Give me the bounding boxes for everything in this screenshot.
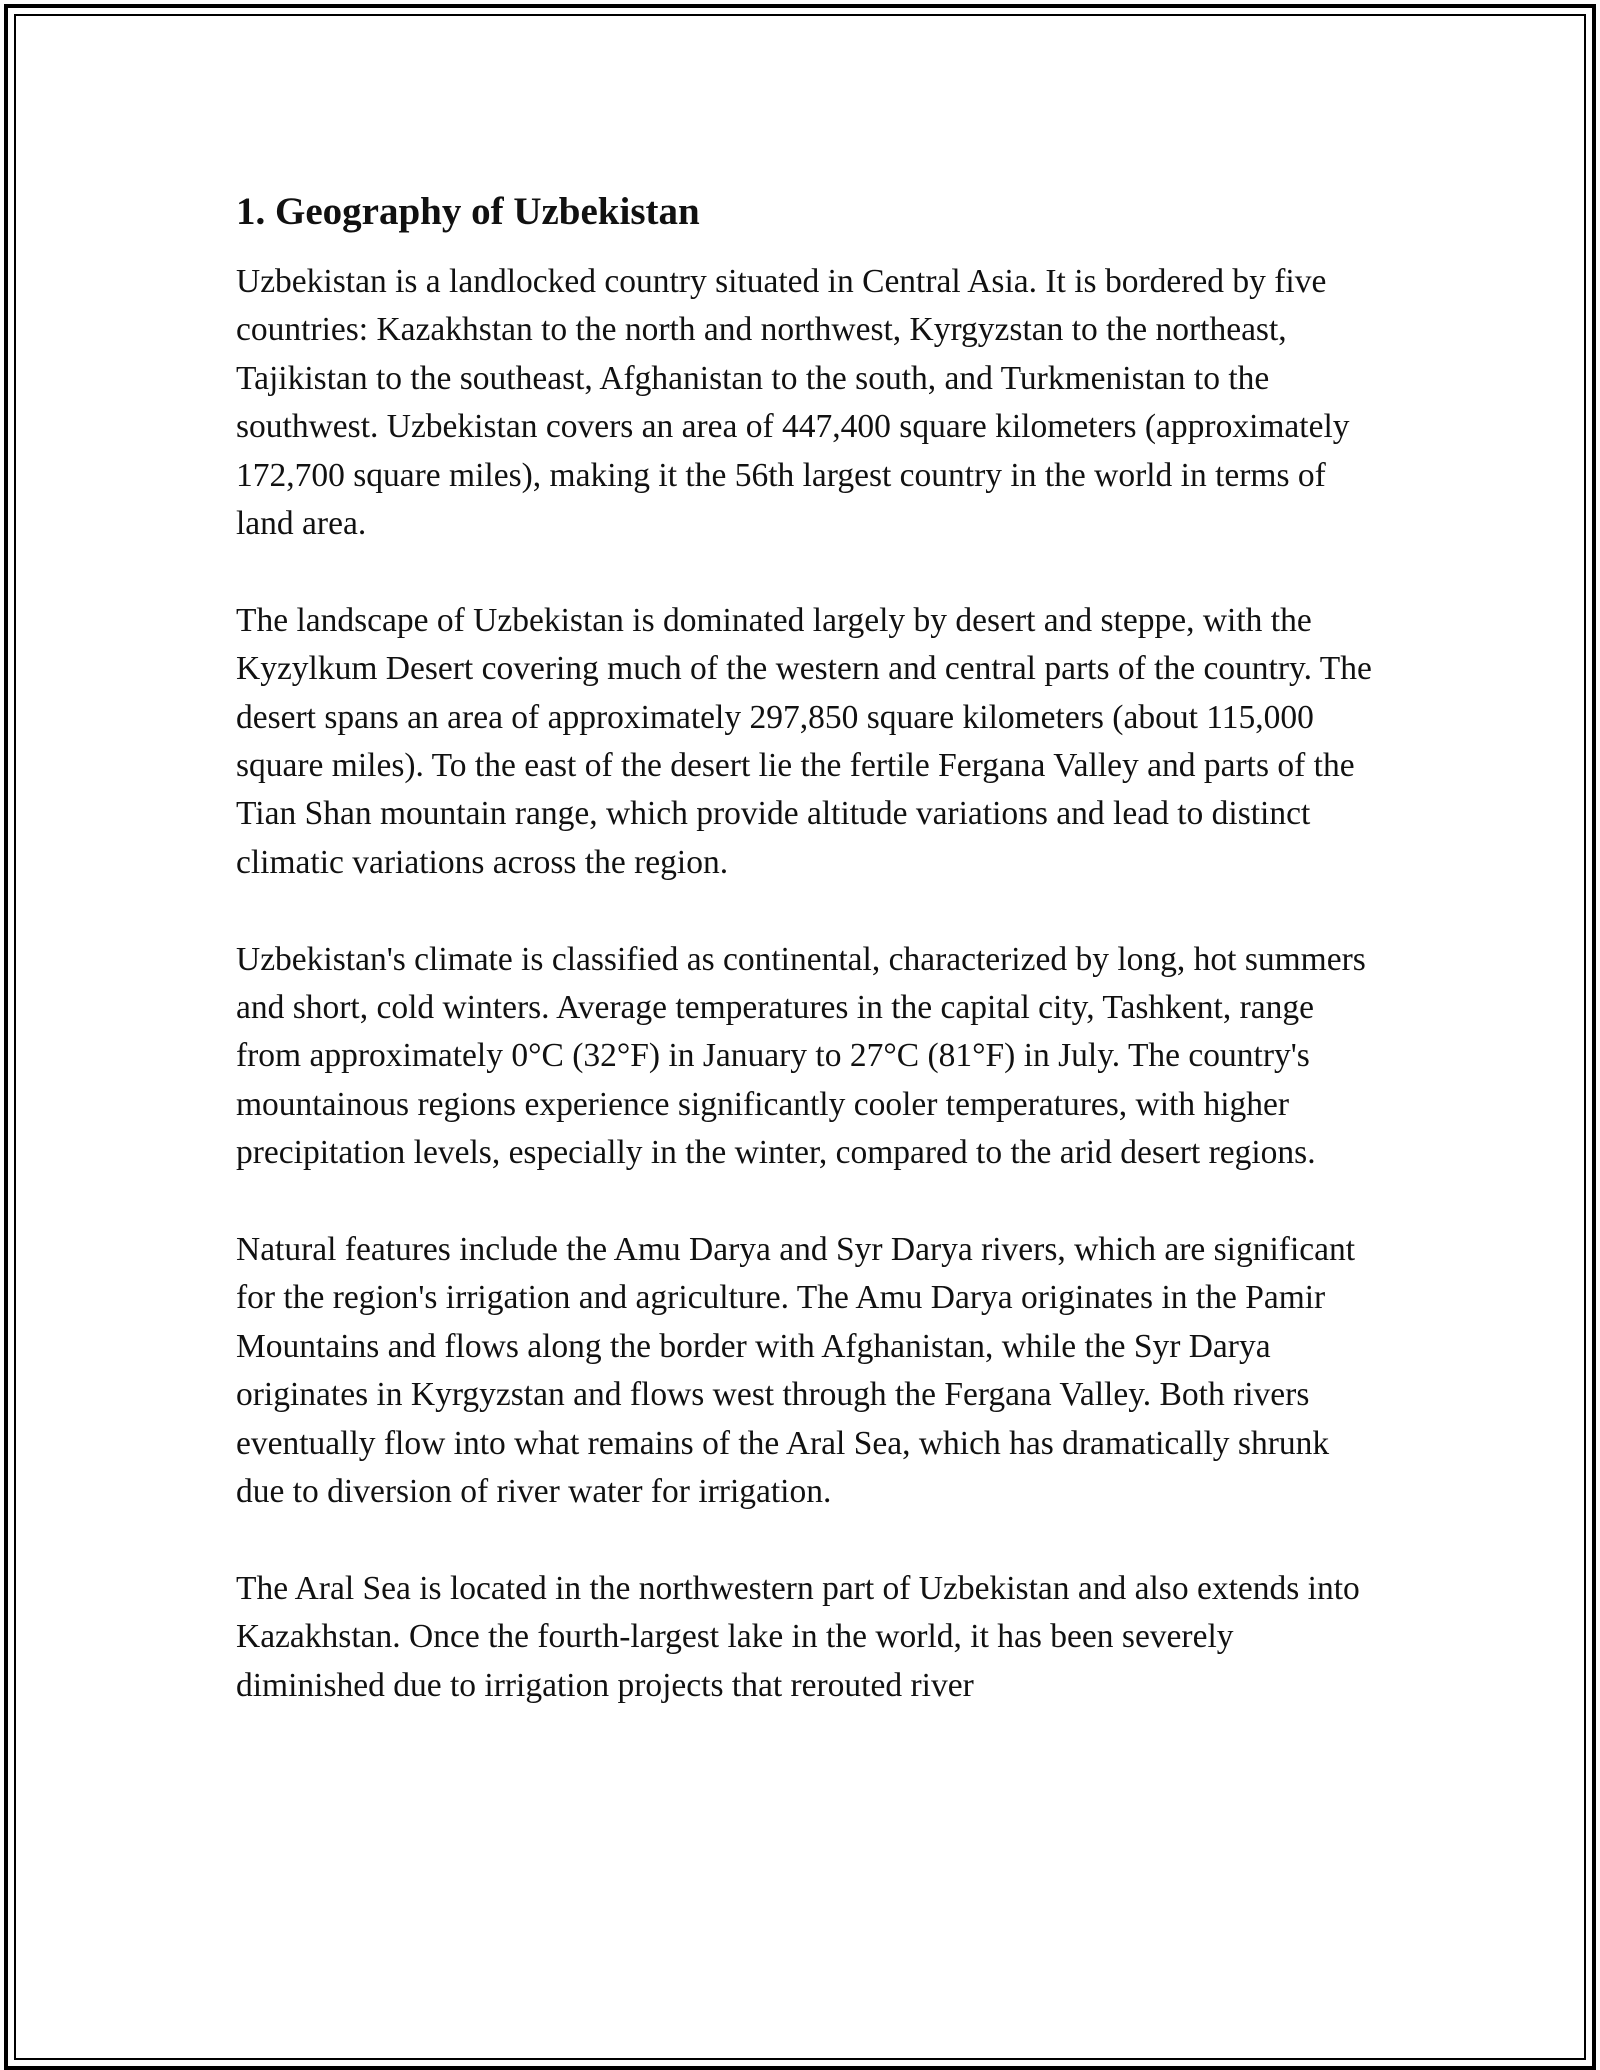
paragraph-landscape: The landscape of Uzbekistan is dominated largely by desert and steppe, with the Kyzylkum Desert covering much of the western and central parts of the country. The desert spans an area of approximately 297,850 square kilometers (about 115,000 square miles). To the east of the desert lie the fertile Fergana Valley and parts of the Tian Shan mountain range, which provide altitude variations and lead to distinct climatic variations across the region. (236, 601, 1372, 881)
paragraph-aral-sea: The Aral Sea is located in the northwestern part of Uzbekistan and also extends into Kazakhstan. Once the fourth-largest lake in the world, it has been severely diminished due to irrigation projects that rerouted river (236, 1569, 1360, 1704)
section-title: 1. Geography of Uzbekistan (236, 190, 700, 233)
document-body (236, 186, 1376, 1710)
paragraph-borders-area: Uzbekistan is a landlocked country situated in Central Asia. It is bordered by five countries: Kazakhstan to the north and northwest, Kyrgyzstan to the northeast, Tajikistan to the southeast, Afghanistan to the south, and Turkmenistan to the southwest. Uzbekistan covers an area of 447,400 square kilometers (approximately 172,700 square miles), making it the 56th largest country in the world in terms of land area. (236, 263, 1350, 543)
paragraph-climate: Uzbekistan's climate is classified as continental, characterized by long, hot summers and short, cold winters. Average temperatures in the capital city, Tashkent, range from approximately 0°C (32°F) in January to 27°C (81°F) in July. The country's mountainous regions experience significantly cooler temperatures, with higher precipitation levels, especially in the winter, compared to the arid desert regions. (236, 940, 1366, 1172)
paragraph-rivers: Natural features include the Amu Darya and Syr Darya rivers, which are significant for the region's irrigation and agriculture. The Amu Darya originates in the Pamir Mountains and flows along the border with Afghanistan, while the Syr Darya originates in Kyrgyzstan and flows west through the Fergana Valley. Both rivers eventually flow into what remains of the Aral Sea, which has dramatically shrunk due to diversion of river water for irrigation. (236, 1231, 1356, 1511)
